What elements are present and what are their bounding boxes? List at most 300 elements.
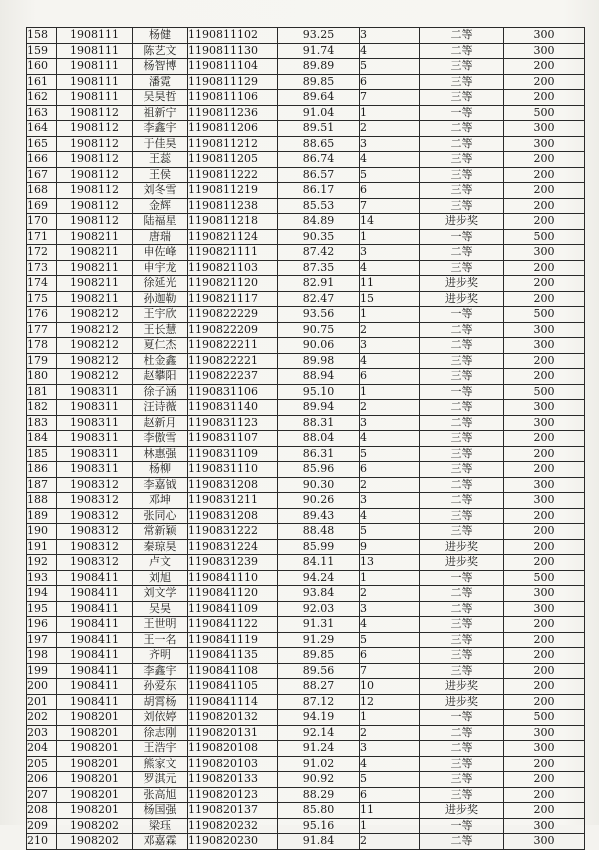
table-row [27,694,585,710]
seq-cell: 174 [27,276,57,292]
rank-cell: 3 [360,601,420,617]
student-id-cell: 1190822211 [188,338,278,354]
rank-cell: 6 [360,462,420,478]
score-cell: 91.74 [278,43,360,59]
table-row [27,539,585,555]
table-row [27,756,585,772]
class-cell: 1908211 [57,245,133,261]
seq-cell: 192 [27,555,57,571]
amount-cell: 200 [504,183,585,199]
seq-cell: 180 [27,369,57,385]
student-id-cell: 1190822237 [188,369,278,385]
award-cell: 三等 [420,663,504,679]
student-id-cell: 1190831106 [188,384,278,400]
amount-cell: 200 [504,74,585,90]
rank-cell: 3 [360,493,420,509]
award-cell: 三等 [420,508,504,524]
name-cell: 申佐峰 [133,245,188,261]
student-id-cell: 1190841120 [188,586,278,602]
name-cell: 徐子涵 [133,384,188,400]
student-id-cell: 1190821103 [188,260,278,276]
name-cell: 罗淇元 [133,772,188,788]
table-row [27,787,585,803]
name-cell: 刘旭 [133,570,188,586]
student-id-cell: 1190811218 [188,214,278,230]
name-cell: 金辉 [133,198,188,214]
class-cell: 1908411 [57,632,133,648]
award-cell: 三等 [420,74,504,90]
amount-cell: 200 [504,524,585,540]
amount-cell: 200 [504,462,585,478]
student-id-cell: 1190831107 [188,431,278,447]
amount-cell: 300 [504,43,585,59]
student-id-cell: 1190831208 [188,508,278,524]
amount-cell: 300 [504,136,585,152]
rank-cell: 5 [360,167,420,183]
score-cell: 89.89 [278,59,360,75]
name-cell: 徐延光 [133,276,188,292]
score-cell: 88.27 [278,679,360,695]
rank-cell: 2 [360,400,420,416]
name-cell: 于佳昊 [133,136,188,152]
rank-cell: 2 [360,121,420,137]
name-cell: 卢文 [133,555,188,571]
student-id-cell: 1190820232 [188,818,278,834]
award-cell: 三等 [420,431,504,447]
class-cell: 1908112 [57,214,133,230]
name-cell: 杨健 [133,28,188,44]
score-cell: 91.04 [278,105,360,121]
award-cell: 进步奖 [420,291,504,307]
student-id-cell: 1190820132 [188,710,278,726]
amount-cell: 300 [504,741,585,757]
amount-cell: 200 [504,756,585,772]
student-id-cell: 1190811106 [188,90,278,106]
table-row [27,462,585,478]
amount-cell: 300 [504,415,585,431]
class-cell: 1908312 [57,524,133,540]
class-cell: 1908312 [57,555,133,571]
score-cell: 90.30 [278,477,360,493]
score-cell: 92.14 [278,725,360,741]
award-cell: 三等 [420,617,504,633]
class-cell: 1908112 [57,121,133,137]
student-id-cell: 1190821120 [188,276,278,292]
class-cell: 1908112 [57,167,133,183]
amount-cell: 500 [504,307,585,323]
seq-cell: 195 [27,601,57,617]
name-cell: 王一名 [133,632,188,648]
table-row [27,400,585,416]
score-cell: 89.56 [278,663,360,679]
score-cell: 89.94 [278,400,360,416]
name-cell: 王蕊 [133,152,188,168]
name-cell: 刘冬雪 [133,183,188,199]
rank-cell: 12 [360,694,420,710]
rank-cell: 2 [360,477,420,493]
seq-cell: 165 [27,136,57,152]
score-cell: 90.06 [278,338,360,354]
class-cell: 1908211 [57,260,133,276]
amount-cell: 200 [504,276,585,292]
student-id-cell: 1190841114 [188,694,278,710]
score-cell: 90.75 [278,322,360,338]
name-cell: 孙爱东 [133,679,188,695]
class-cell: 1908411 [57,679,133,695]
class-cell: 1908112 [57,152,133,168]
student-id-cell: 1190831239 [188,555,278,571]
name-cell: 杨国强 [133,803,188,819]
table-row [27,617,585,633]
table-row [27,555,585,571]
name-cell: 林惠强 [133,446,188,462]
class-cell: 1908312 [57,477,133,493]
rank-cell: 11 [360,276,420,292]
rank-cell: 5 [360,446,420,462]
award-cell: 三等 [420,152,504,168]
table-row [27,663,585,679]
table-body [27,28,585,850]
rank-cell: 2 [360,834,420,850]
amount-cell: 200 [504,648,585,664]
class-cell: 1908111 [57,59,133,75]
rank-cell: 15 [360,291,420,307]
award-cell: 二等 [420,136,504,152]
seq-cell: 187 [27,477,57,493]
table-row [27,772,585,788]
award-cell: 二等 [420,28,504,44]
amount-cell: 200 [504,772,585,788]
seq-cell: 158 [27,28,57,44]
score-cell: 89.98 [278,353,360,369]
name-cell: 王宇欣 [133,307,188,323]
table-row [27,90,585,106]
name-cell: 祖新宁 [133,105,188,121]
class-cell: 1908112 [57,136,133,152]
amount-cell: 500 [504,105,585,121]
student-id-cell: 1190821124 [188,229,278,245]
class-cell: 1908411 [57,648,133,664]
class-cell: 1908202 [57,818,133,834]
score-cell: 82.47 [278,291,360,307]
class-cell: 1908111 [57,43,133,59]
amount-cell: 200 [504,198,585,214]
name-cell: 赵新月 [133,415,188,431]
student-id-cell: 1190820131 [188,725,278,741]
award-cell: 进步奖 [420,214,504,230]
score-cell: 90.92 [278,772,360,788]
class-cell: 1908112 [57,183,133,199]
table-row [27,508,585,524]
score-cell: 91.24 [278,741,360,757]
seq-cell: 168 [27,183,57,199]
rank-cell: 5 [360,632,420,648]
rank-cell: 1 [360,570,420,586]
student-id-cell: 1190831211 [188,493,278,509]
seq-cell: 163 [27,105,57,121]
class-cell: 1908212 [57,369,133,385]
amount-cell: 200 [504,369,585,385]
name-cell: 潘霓 [133,74,188,90]
rank-cell: 3 [360,338,420,354]
rank-cell: 1 [360,307,420,323]
class-cell: 1908212 [57,338,133,354]
seq-cell: 189 [27,508,57,524]
table-row [27,524,585,540]
name-cell: 王长慧 [133,322,188,338]
score-cell: 87.42 [278,245,360,261]
name-cell: 张高旭 [133,787,188,803]
rank-cell: 1 [360,384,420,400]
score-cell: 85.96 [278,462,360,478]
seq-cell: 205 [27,756,57,772]
student-id-cell: 1190841122 [188,617,278,633]
seq-cell: 201 [27,694,57,710]
table-row [27,74,585,90]
seq-cell: 178 [27,338,57,354]
name-cell: 赵攀阳 [133,369,188,385]
award-cell: 二等 [420,338,504,354]
name-cell: 徐志刚 [133,725,188,741]
amount-cell: 300 [504,121,585,137]
student-id-cell: 1190841109 [188,601,278,617]
rank-cell: 9 [360,539,420,555]
table-row [27,477,585,493]
seq-cell: 203 [27,725,57,741]
amount-cell: 200 [504,214,585,230]
class-cell: 1908411 [57,601,133,617]
table-row [27,679,585,695]
seq-cell: 166 [27,152,57,168]
rank-cell: 4 [360,508,420,524]
rank-cell: 4 [360,431,420,447]
award-cell: 二等 [420,43,504,59]
amount-cell: 200 [504,152,585,168]
score-cell: 92.03 [278,601,360,617]
award-cell: 三等 [420,183,504,199]
amount-cell: 300 [504,493,585,509]
student-id-cell: 1190811238 [188,198,278,214]
table-row [27,415,585,431]
class-cell: 1908311 [57,431,133,447]
award-cell: 三等 [420,198,504,214]
table-row [27,121,585,137]
score-cell: 87.35 [278,260,360,276]
award-cell: 三等 [420,90,504,106]
table-row [27,710,585,726]
table-row [27,446,585,462]
score-cell: 85.53 [278,198,360,214]
table-row [27,136,585,152]
rank-cell: 4 [360,353,420,369]
amount-cell: 200 [504,90,585,106]
student-id-cell: 1190811219 [188,183,278,199]
award-cell: 二等 [420,725,504,741]
name-cell: 张同心 [133,508,188,524]
rank-cell: 13 [360,555,420,571]
score-cell: 85.99 [278,539,360,555]
student-id-cell: 1190820133 [188,772,278,788]
seq-cell: 169 [27,198,57,214]
amount-cell: 300 [504,338,585,354]
award-cell: 三等 [420,59,504,75]
award-cell: 三等 [420,446,504,462]
amount-cell: 300 [504,322,585,338]
award-cell: 三等 [420,772,504,788]
rank-cell: 1 [360,818,420,834]
award-cell: 二等 [420,493,504,509]
rank-cell: 3 [360,136,420,152]
name-cell: 王浩宇 [133,741,188,757]
score-cell: 85.80 [278,803,360,819]
student-id-cell: 1190811129 [188,74,278,90]
score-cell: 87.12 [278,694,360,710]
name-cell: 李嘉钺 [133,477,188,493]
score-cell: 88.94 [278,369,360,385]
student-id-cell: 1190811236 [188,105,278,121]
class-cell: 1908411 [57,586,133,602]
student-id-cell: 1190821111 [188,245,278,261]
table-row [27,105,585,121]
amount-cell: 200 [504,617,585,633]
name-cell: 齐明 [133,648,188,664]
seq-cell: 188 [27,493,57,509]
class-cell: 1908311 [57,415,133,431]
student-id-cell: 1190831109 [188,446,278,462]
seq-cell: 200 [27,679,57,695]
award-cell: 二等 [420,400,504,416]
award-cell: 进步奖 [420,694,504,710]
student-id-cell: 1190811102 [188,28,278,44]
seq-cell: 182 [27,400,57,416]
rank-cell: 6 [360,183,420,199]
award-cell: 进步奖 [420,803,504,819]
score-cell: 95.16 [278,818,360,834]
table-row [27,818,585,834]
award-cell: 三等 [420,632,504,648]
name-cell: 李鑫宇 [133,121,188,137]
rank-cell: 14 [360,214,420,230]
award-cell: 进步奖 [420,276,504,292]
amount-cell: 200 [504,167,585,183]
class-cell: 1908311 [57,400,133,416]
award-cell: 二等 [420,121,504,137]
rank-cell: 5 [360,524,420,540]
rank-cell: 1 [360,710,420,726]
rank-cell: 2 [360,725,420,741]
seq-cell: 198 [27,648,57,664]
award-cell: 进步奖 [420,555,504,571]
rank-cell: 3 [360,28,420,44]
score-cell: 91.84 [278,834,360,850]
amount-cell: 200 [504,431,585,447]
score-cell: 88.65 [278,136,360,152]
seq-cell: 176 [27,307,57,323]
seq-cell: 173 [27,260,57,276]
seq-cell: 172 [27,245,57,261]
class-cell: 1908212 [57,307,133,323]
amount-cell: 200 [504,260,585,276]
student-id-cell: 1190822221 [188,353,278,369]
rank-cell: 4 [360,756,420,772]
name-cell: 吴昊哲 [133,90,188,106]
award-cell: 三等 [420,648,504,664]
table-row [27,570,585,586]
amount-cell: 200 [504,539,585,555]
amount-cell: 200 [504,446,585,462]
table-row [27,291,585,307]
score-cell: 91.29 [278,632,360,648]
class-cell: 1908212 [57,353,133,369]
score-cell: 94.24 [278,570,360,586]
class-cell: 1908201 [57,787,133,803]
score-cell: 93.84 [278,586,360,602]
seq-cell: 197 [27,632,57,648]
name-cell: 吴昊 [133,601,188,617]
table-row [27,59,585,75]
seq-cell: 170 [27,214,57,230]
student-id-cell: 1190811206 [188,121,278,137]
seq-cell: 179 [27,353,57,369]
class-cell: 1908201 [57,803,133,819]
award-cell: 进步奖 [420,539,504,555]
seq-cell: 161 [27,74,57,90]
award-cell: 三等 [420,524,504,540]
amount-cell: 300 [504,834,585,850]
table-row [27,803,585,819]
name-cell: 熊家文 [133,756,188,772]
amount-cell: 300 [504,477,585,493]
score-cell: 82.91 [278,276,360,292]
score-cell: 86.17 [278,183,360,199]
rank-cell: 6 [360,648,420,664]
award-cell: 一等 [420,710,504,726]
amount-cell: 200 [504,663,585,679]
student-id-cell: 1190841135 [188,648,278,664]
class-cell: 1908201 [57,756,133,772]
seq-cell: 209 [27,818,57,834]
table-row [27,834,585,850]
name-cell: 邓坤 [133,493,188,509]
class-cell: 1908411 [57,694,133,710]
score-cell: 88.29 [278,787,360,803]
score-cell: 94.19 [278,710,360,726]
award-cell: 三等 [420,260,504,276]
table-row [27,198,585,214]
student-id-cell: 1190820103 [188,756,278,772]
amount-cell: 200 [504,555,585,571]
score-cell: 84.89 [278,214,360,230]
score-cell: 84.11 [278,555,360,571]
name-cell: 陆福星 [133,214,188,230]
award-cell: 一等 [420,229,504,245]
class-cell: 1908211 [57,276,133,292]
name-cell: 秦琼昊 [133,539,188,555]
seq-cell: 206 [27,772,57,788]
amount-cell: 300 [504,28,585,44]
student-id-cell: 1190811130 [188,43,278,59]
name-cell: 夏仁杰 [133,338,188,354]
seq-cell: 199 [27,663,57,679]
student-id-cell: 1190841108 [188,663,278,679]
score-cell: 90.35 [278,229,360,245]
table-row [27,725,585,741]
seq-cell: 191 [27,539,57,555]
award-cell: 三等 [420,787,504,803]
name-cell: 李鑫宇 [133,663,188,679]
score-cell: 90.26 [278,493,360,509]
class-cell: 1908411 [57,570,133,586]
